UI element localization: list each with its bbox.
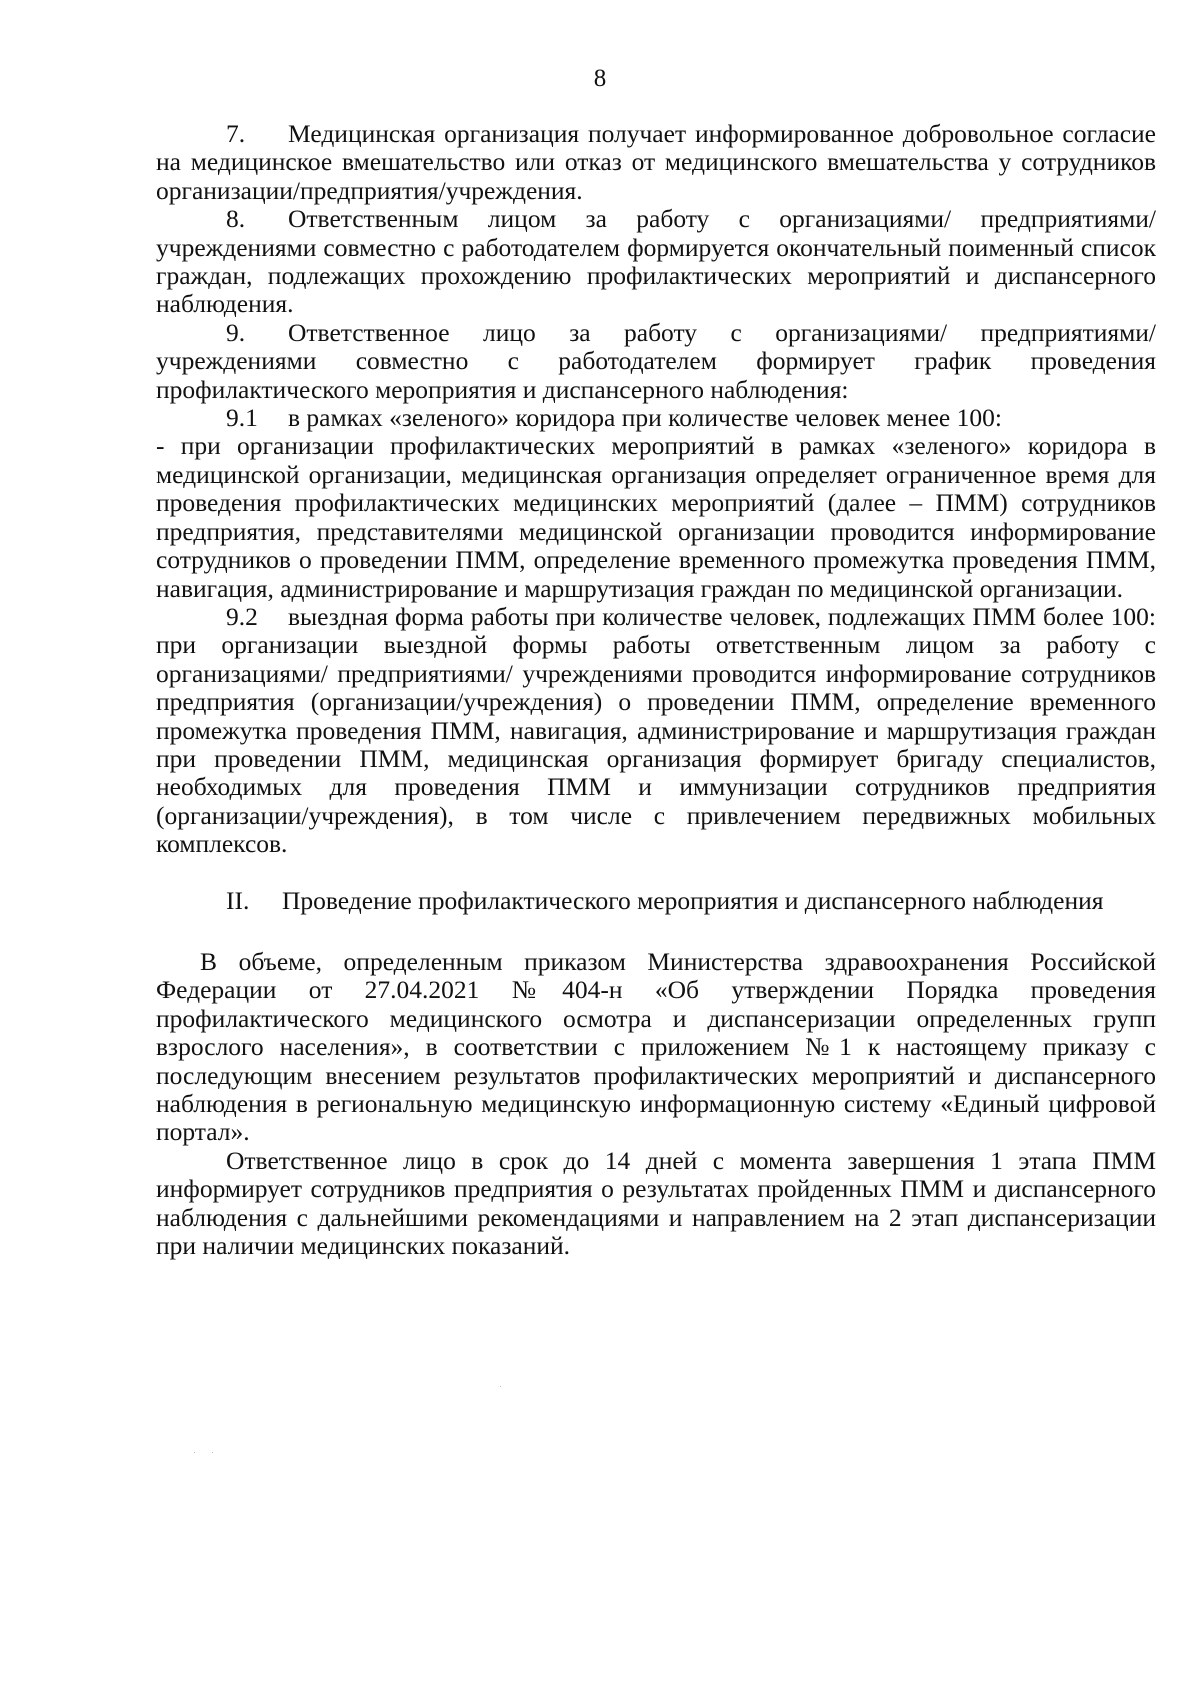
scan-artifact [500, 1386, 501, 1387]
clause-number: 9.1 [226, 403, 258, 433]
clause-9-1-detail [156, 432, 1156, 602]
clause-text: Ответственное лицо за работу с организациями/ предприятиями/ учреждениями совместно с работодателем формирует график проведения профилактического мероприятия и диспансерного наблюдения: [156, 317, 1156, 404]
clause-9-1 [156, 404, 1156, 432]
section-number: II. [226, 885, 250, 915]
clause-number: 7. [226, 119, 246, 148]
clause-text: Ответственным лицом за работу с организациями/ предприятиями/ учреждениями совместно с работодателем формируется окончательный поименный список граждан, подлежащих прохождению профилактических мероприятий и диспансерного наблюдения. [156, 204, 1156, 319]
clause-7 [156, 120, 1156, 205]
clause-text: в рамках «зеленого» коридора при количестве человек менее 100: [288, 403, 1002, 433]
paragraph-text: Ответственное лицо в срок до 14 дней с момента завершения 1 этапа ПММ информирует сотрудников предприятия о результатах пройденных ПММ и диспансерного наблюдения с дальнейшими рекомендациями и направлением на 2 этап диспансеризации при наличии медицинских показаний. [156, 1145, 1156, 1261]
clause-8 [156, 205, 1156, 319]
clause-number: 8. [226, 204, 246, 234]
clause-number: 9.2 [226, 601, 258, 631]
section-paragraph-2 [156, 1147, 1156, 1261]
section-title: Проведение профилактического мероприятия и диспансерного наблюдения [282, 885, 1104, 915]
paragraph-text: В объеме, определенным приказом Министерства здравоохранения Российской Федерации от 27.04.2021 №404-н «Об утверждении Порядка проведения профилактического медицинского осмотра и диспансеризации определенных групп взрослого населения», в соответствии с приложением №1 к настоящему приказу с последующим внесением результатов профилактических мероприятий и диспансерного наблюдения в региональную медицинскую информационную систему «Единый цифровой портал». [156, 946, 1156, 1147]
clause-text: - при организации профилактических мероприятий в рамках «зеленого» коридора в медицинской организации, медицинская организация определяет ограниченное время для проведения профилактических медицинских мероприятий (далее – ПММ) сотрудников предприятия, представителями медицинской организации проводится информирование сотрудников о проведении ПММ, определение временного промежутка проведения ПММ, навигация, администрирование и маршрутизация граждан по медицинской организации. [156, 431, 1156, 603]
clause-text: выездная форма работы при количестве человек, подлежащих ПММ более 100: при организации выездной формы работы ответственным лицом за работу с организациями/ предприятиями/ учреждениями проводится информирование сотрудников предприятия (организации/учреждения) о проведении ПММ, определение временного промежутка проведения ПММ, навигация, администрирование и маршрутизация граждан при проведении ПММ, медицинская организация формирует бригаду специалистов, необходимых для проведения ПММ и иммунизации сотрудников предприятия (организации/учреждения), в том числе с привлечением передвижных мобильных комплексов. [156, 601, 1156, 859]
clause-9-2 [156, 603, 1156, 859]
scan-artifact [212, 1452, 213, 1453]
clause-9 [156, 319, 1156, 404]
clause-text: Медицинская организация получает информированное добровольное согласие на медицинское вмешательство или отказ от медицинского вмешательства у сотрудников организации/предприятия/учреждения. [156, 119, 1156, 205]
section-paragraph-1 [156, 948, 1156, 1147]
page-number: 8 [593, 65, 607, 92]
clause-number: 9. [226, 317, 246, 347]
scan-artifact [194, 1452, 195, 1453]
section-heading [156, 887, 1156, 915]
document-body [156, 120, 1156, 1260]
